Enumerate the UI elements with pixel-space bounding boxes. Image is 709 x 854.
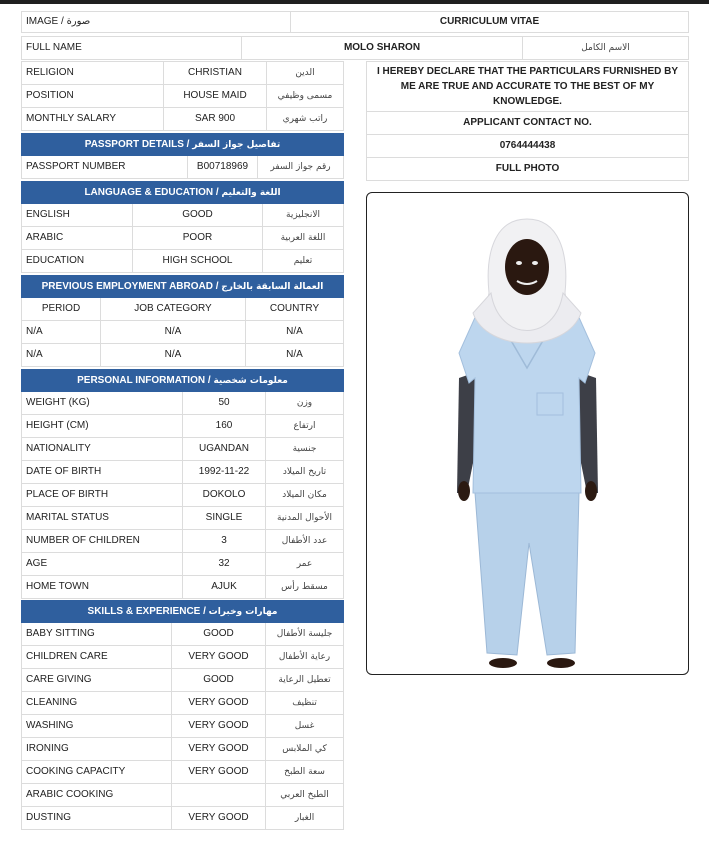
- previous-employment-table: [21, 275, 344, 367]
- personal-section-header: [22, 370, 344, 392]
- personal-row-weight-kg: [22, 392, 344, 415]
- skill-row-ironing: [22, 738, 344, 761]
- skill-cooking-capacity-value: VERY GOOD: [172, 761, 266, 784]
- employment-header-en: PREVIOUS EMPLOYMENT ABROAD /: [41, 280, 222, 292]
- personal-row-height-cm: [22, 415, 344, 438]
- applicant-contact-label: APPLICANT CONTACT NO.: [367, 112, 689, 135]
- language-english-label: ENGLISH: [22, 204, 133, 227]
- skill-ironing-arabic: كي الملابس: [266, 738, 344, 761]
- full-name-arabic-label: الاسم الكامل: [523, 37, 689, 60]
- skill-row-washing: [22, 715, 344, 738]
- skill-cleaning-value: VERY GOOD: [172, 692, 266, 715]
- passport-number-label: PASSPORT NUMBER: [22, 156, 188, 179]
- skills-section-header: [22, 601, 344, 623]
- personal-row-date-of-birth: [22, 461, 344, 484]
- language-arabic-arabic: اللغة العربية: [263, 227, 344, 250]
- personal-row-age: [22, 553, 344, 576]
- full-name-value: MOLO SHARON: [242, 37, 523, 60]
- passport-header-ar: تفاصيل جواز السفر: [192, 139, 281, 150]
- basic-monthly-salary-label: MONTHLY SALARY: [22, 108, 164, 131]
- personal-row-number-of-children: [22, 530, 344, 553]
- personal-row-place-of-birth: [22, 484, 344, 507]
- applicant-contact-value: 0764444438: [367, 135, 689, 158]
- full-name-table: [21, 36, 689, 60]
- employment-cell-country: N/A: [246, 344, 344, 367]
- language-arabic-label: ARABIC: [22, 227, 133, 250]
- skill-cooking-capacity-arabic: سعة الطبخ: [266, 761, 344, 784]
- passport-table: [21, 133, 344, 179]
- skill-care-giving-arabic: تعطيل الرعاية: [266, 669, 344, 692]
- declaration-text: I HEREBY DECLARE THAT THE PARTICULARS FURNISHED BY ME ARE TRUE AND ACCURATE TO THE BEST OF MY KNOWLEDGE.: [367, 62, 689, 112]
- basic-position-arabic: مسمى وظيفي: [267, 85, 344, 108]
- skill-row-cleaning: [22, 692, 344, 715]
- passport-number-value: B00718969: [188, 156, 258, 179]
- skill-row-dusting: [22, 807, 344, 830]
- language-education-value: HIGH SCHOOL: [133, 250, 263, 273]
- personal-age-arabic: عمر: [266, 553, 344, 576]
- skills-table: [21, 600, 344, 830]
- employment-cell-country: N/A: [246, 321, 344, 344]
- language-header-en: LANGUAGE & EDUCATION /: [84, 186, 222, 198]
- personal-place-of-birth-label: PLACE OF BIRTH: [22, 484, 183, 507]
- personal-place-of-birth-arabic: مكان الميلاد: [266, 484, 344, 507]
- personal-nationality-label: NATIONALITY: [22, 438, 183, 461]
- employment-cell-job-category: N/A: [101, 344, 246, 367]
- skill-row-cooking-capacity: [22, 761, 344, 784]
- skill-cleaning-arabic: تنظيف: [266, 692, 344, 715]
- skill-row-arabic-cooking: [22, 784, 344, 807]
- passport-header-en: PASSPORT DETAILS /: [84, 138, 193, 150]
- personal-number-of-children-value: 3: [183, 530, 266, 553]
- basic-position-label: POSITION: [22, 85, 164, 108]
- personal-age-label: AGE: [22, 553, 183, 576]
- title-table: [21, 11, 689, 33]
- language-section-header: [22, 182, 344, 204]
- skill-dusting-arabic: الغبار: [266, 807, 344, 830]
- skill-washing-value: VERY GOOD: [172, 715, 266, 738]
- top-border-line: [0, 0, 709, 4]
- skill-arabic-cooking-label: ARABIC COOKING: [22, 784, 172, 807]
- skill-washing-arabic: غسل: [266, 715, 344, 738]
- skill-ironing-value: VERY GOOD: [172, 738, 266, 761]
- basic-row-position: [22, 85, 344, 108]
- employment-header-ar: العمالة السابقة بالخارج: [221, 281, 324, 292]
- skill-arabic-cooking-value: [172, 784, 266, 807]
- skills-header-ar: مهارات وخبرات: [208, 606, 278, 617]
- skill-children-care-value: VERY GOOD: [172, 646, 266, 669]
- basic-info-table: [21, 61, 344, 131]
- employment-cell-period: N/A: [22, 321, 101, 344]
- skill-care-giving-value: GOOD: [172, 669, 266, 692]
- skill-row-children-care: [22, 646, 344, 669]
- skill-care-giving-label: CARE GIVING: [22, 669, 172, 692]
- applicant-photo-illustration: [367, 193, 688, 674]
- personal-nationality-value: UGANDAN: [183, 438, 266, 461]
- personal-marital-status-arabic: الأحوال المدنية: [266, 507, 344, 530]
- employment-col-period: PERIOD: [22, 298, 101, 321]
- personal-home-town-label: HOME TOWN: [22, 576, 183, 599]
- personal-weight-kg-label: WEIGHT (KG): [22, 392, 183, 415]
- personal-info-table: [21, 369, 344, 599]
- skill-washing-label: WASHING: [22, 715, 172, 738]
- skill-baby-sitting-label: BABY SITTING: [22, 623, 172, 646]
- skills-header-en: SKILLS & EXPERIENCE /: [87, 605, 209, 617]
- basic-religion-label: RELIGION: [22, 62, 164, 85]
- language-english-arabic: الانجليزية: [263, 204, 344, 227]
- employment-row: [22, 321, 344, 344]
- personal-weight-kg-arabic: وزن: [266, 392, 344, 415]
- personal-place-of-birth-value: DOKOLO: [183, 484, 266, 507]
- basic-monthly-salary-value: SAR 900: [164, 108, 267, 131]
- language-row-arabic: [22, 227, 344, 250]
- personal-row-home-town: [22, 576, 344, 599]
- employment-col-job-category: JOB CATEGORY: [101, 298, 246, 321]
- skill-cooking-capacity-label: COOKING CAPACITY: [22, 761, 172, 784]
- skill-arabic-cooking-arabic: الطبخ العربي: [266, 784, 344, 807]
- basic-position-value: HOUSE MAID: [164, 85, 267, 108]
- skill-row-care-giving: [22, 669, 344, 692]
- skill-baby-sitting-arabic: جليسة الأطفال: [266, 623, 344, 646]
- skill-dusting-label: DUSTING: [22, 807, 172, 830]
- passport-number-arabic: رقم جواز السفر: [258, 156, 344, 179]
- language-education-arabic: تعليم: [263, 250, 344, 273]
- basic-religion-value: CHRISTIAN: [164, 62, 267, 85]
- language-english-value: GOOD: [133, 204, 263, 227]
- personal-row-marital-status: [22, 507, 344, 530]
- skill-cleaning-label: CLEANING: [22, 692, 172, 715]
- employment-section-header: [22, 276, 344, 298]
- skill-dusting-value: VERY GOOD: [172, 807, 266, 830]
- basic-row-religion: [22, 62, 344, 85]
- basic-row-monthly-salary: [22, 108, 344, 131]
- language-arabic-value: POOR: [133, 227, 263, 250]
- employment-cell-period: N/A: [22, 344, 101, 367]
- personal-number-of-children-arabic: عدد الأطفال: [266, 530, 344, 553]
- basic-monthly-salary-arabic: راتب شهري: [267, 108, 344, 131]
- language-row-english: [22, 204, 344, 227]
- full-name-label: FULL NAME: [22, 37, 242, 60]
- skill-children-care-label: CHILDREN CARE: [22, 646, 172, 669]
- personal-date-of-birth-arabic: تاريخ الميلاد: [266, 461, 344, 484]
- full-photo-label: FULL PHOTO: [367, 158, 689, 181]
- personal-marital-status-value: SINGLE: [183, 507, 266, 530]
- personal-weight-kg-value: 50: [183, 392, 266, 415]
- employment-col-country: COUNTRY: [246, 298, 344, 321]
- declaration-table: [366, 61, 689, 181]
- personal-age-value: 32: [183, 553, 266, 576]
- skill-baby-sitting-value: GOOD: [172, 623, 266, 646]
- passport-section-header: [22, 134, 344, 156]
- personal-height-cm-value: 160: [183, 415, 266, 438]
- image-label: IMAGE / صورة: [22, 12, 291, 33]
- language-header-ar: اللغة والتعليم: [221, 187, 281, 198]
- personal-date-of-birth-label: DATE OF BIRTH: [22, 461, 183, 484]
- personal-height-cm-label: HEIGHT (CM): [22, 415, 183, 438]
- applicant-full-photo: [366, 192, 689, 675]
- employment-row: [22, 344, 344, 367]
- employment-cell-job-category: N/A: [101, 321, 246, 344]
- personal-home-town-value: AJUK: [183, 576, 266, 599]
- skill-row-baby-sitting: [22, 623, 344, 646]
- personal-height-cm-arabic: ارتفاع: [266, 415, 344, 438]
- skill-children-care-arabic: رعاية الأطفال: [266, 646, 344, 669]
- document-title: CURRICULUM VITAE: [291, 12, 689, 33]
- skill-ironing-label: IRONING: [22, 738, 172, 761]
- personal-row-nationality: [22, 438, 344, 461]
- personal-number-of-children-label: NUMBER OF CHILDREN: [22, 530, 183, 553]
- personal-date-of-birth-value: 1992-11-22: [183, 461, 266, 484]
- basic-religion-arabic: الدين: [267, 62, 344, 85]
- personal-home-town-arabic: مسقط رأس: [266, 576, 344, 599]
- language-education-label: EDUCATION: [22, 250, 133, 273]
- personal-header-ar: معلومات شخصية: [213, 375, 288, 386]
- language-row-education: [22, 250, 344, 273]
- personal-nationality-arabic: جنسية: [266, 438, 344, 461]
- personal-marital-status-label: MARITAL STATUS: [22, 507, 183, 530]
- language-education-table: [21, 181, 344, 273]
- personal-header-en: PERSONAL INFORMATION /: [77, 374, 214, 386]
